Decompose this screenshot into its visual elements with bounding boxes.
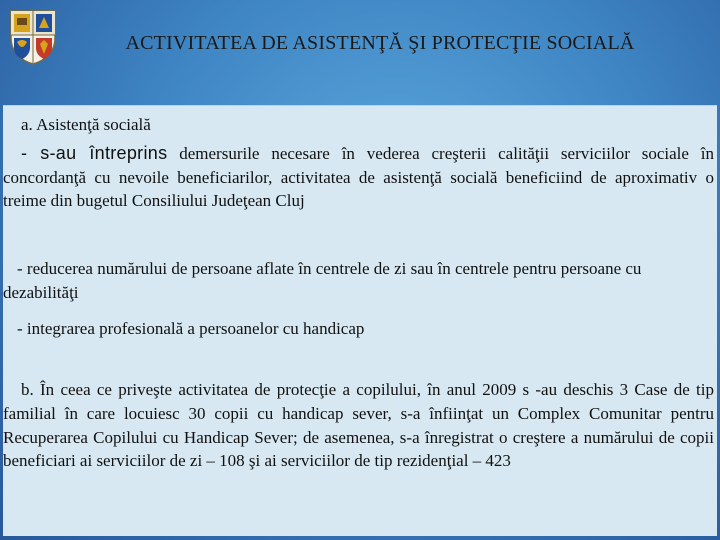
paragraph-body: b. În ceea ce priveşte activitatea de protecţie a copilului, în anul 2009 s -au deschis 3 Case de tip familial în care locuiesc 30 copii cu handicap sever, s-a înfiinţat un Complex Comunitar pentru Recuperarea Copilului cu Handicap Sever; de asemenea, s-a înregistrat o creştere a numărului de copii beneficiari ai serviciilor de zi – 108 şi ai serviciilor de tip rezidenţial – 423	[3, 380, 714, 471]
section-a-heading: a. Asistenţă socială	[21, 115, 151, 134]
paragraph-body: demersurile necesare în vederea creşterii calităţii serviciilor sociale în concordanţă cu nevoile beneficiarilor, activitatea de asistenţă socială beneficiind de aproximativ o treime din bugetul Consiliului Judeţean Cluj	[3, 144, 714, 210]
paragraph-reduce-centers	[3, 257, 714, 304]
paragraph-body: - reducerea numărului de persoane aflate în centrele de zi sau în centrele pentru persoane cu dezabilităţi	[3, 259, 642, 302]
page-title: ACTIVITATEA DE ASISTENŢĂ ŞI PROTECŢIE SOCIALĂ	[125, 32, 635, 54]
paragraph-child-protection	[3, 378, 714, 473]
paragraph-quality-services	[3, 142, 714, 213]
content-box	[3, 105, 717, 536]
paragraph-professional-integration: - integrarea profesională a persoanelor cu handicap	[17, 319, 365, 338]
paragraph-lead: - s-au întreprins	[21, 143, 168, 163]
